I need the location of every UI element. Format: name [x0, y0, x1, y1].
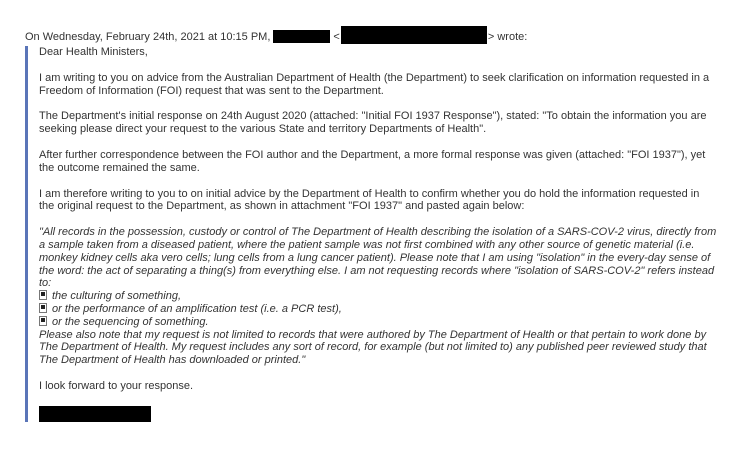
attribution-line: [25, 26, 740, 44]
attribution-prefix: On Wednesday, February 24th, 2021 at 10:15 PM,: [25, 31, 271, 43]
bullet-text: the culturing of something,: [52, 290, 182, 303]
greeting: Dear Health Ministers,: [39, 46, 148, 58]
paragraph-4: I am therefore writing to you to on initial advice by the Department of Health to confirm whether you do hold the information requested in the original request to the Department, as shown in attachment "FOI 1937" and pasted again below:: [39, 187, 700, 213]
sender-name-redaction: [273, 30, 330, 43]
missing-glyph-box-icon: [39, 290, 47, 300]
quoted-email-body: [25, 46, 717, 422]
paragraph-1: I am writing to you on advice from the Australian Department of Health (the Department) to seek clarification on information requested in a Freedom of Information (FOI) request that was sent to the Department.: [39, 71, 710, 97]
foi-request-outro: Please also note that my request is not limited to records that were authored by The Department of Health or that pertain to work done by The Department of Health. My request includes any sort of record, for example (but not limited to) any published peer reviewed study that The Department of Health has downloaded or printed.": [39, 328, 707, 367]
bullet-text: or the sequencing of something.: [52, 315, 209, 328]
signature-redaction: [39, 406, 151, 422]
angle-open-bracket: <: [333, 31, 340, 43]
angle-close-bracket: >: [487, 31, 495, 43]
missing-glyph-box-icon: [39, 316, 47, 326]
sender-email-redaction: [341, 26, 487, 44]
list-item: [39, 303, 717, 316]
missing-glyph-box-icon: [39, 303, 47, 313]
foi-request-bullet-list: [39, 290, 717, 328]
foi-request-intro: "All records in the possession, custody or control of The Department of Health describing the isolation of a SARS-COV-2 virus, directly from a sample taken from a diseased patient, where the patient sample was not first combined with any other source of genetic material (i.e. monkey kidney cells aka vero cells; lung cells from a lung cancer patient). Please note that I am using "isolation" in the every-day sense of the word: the act of separating a thing(s) from everything else. I am not requesting records where "isolation of SARS-COV-2" refers instead to:: [39, 226, 717, 290]
paragraph-2: The Department's initial response on 24th August 2020 (attached: "Initial FOI 1937 Response"), stated: "To obtain the information you are seeking please direct your request to the various State and territory Departments of Health".: [39, 110, 707, 136]
list-item: [39, 290, 717, 303]
bullet-text: or the performance of an amplification test (i.e. a PCR test),: [52, 302, 342, 315]
attribution-suffix: wrote:: [497, 31, 528, 43]
closing-line: I look forward to your response.: [39, 379, 194, 392]
foi-request-quote: [39, 226, 717, 367]
paragraph-3: After further correspondence between the FOI author and the Department, a more formal response was given (attached: "FOI 1937"), yet the outcome remained the same.: [39, 148, 706, 174]
list-item: [39, 316, 717, 329]
